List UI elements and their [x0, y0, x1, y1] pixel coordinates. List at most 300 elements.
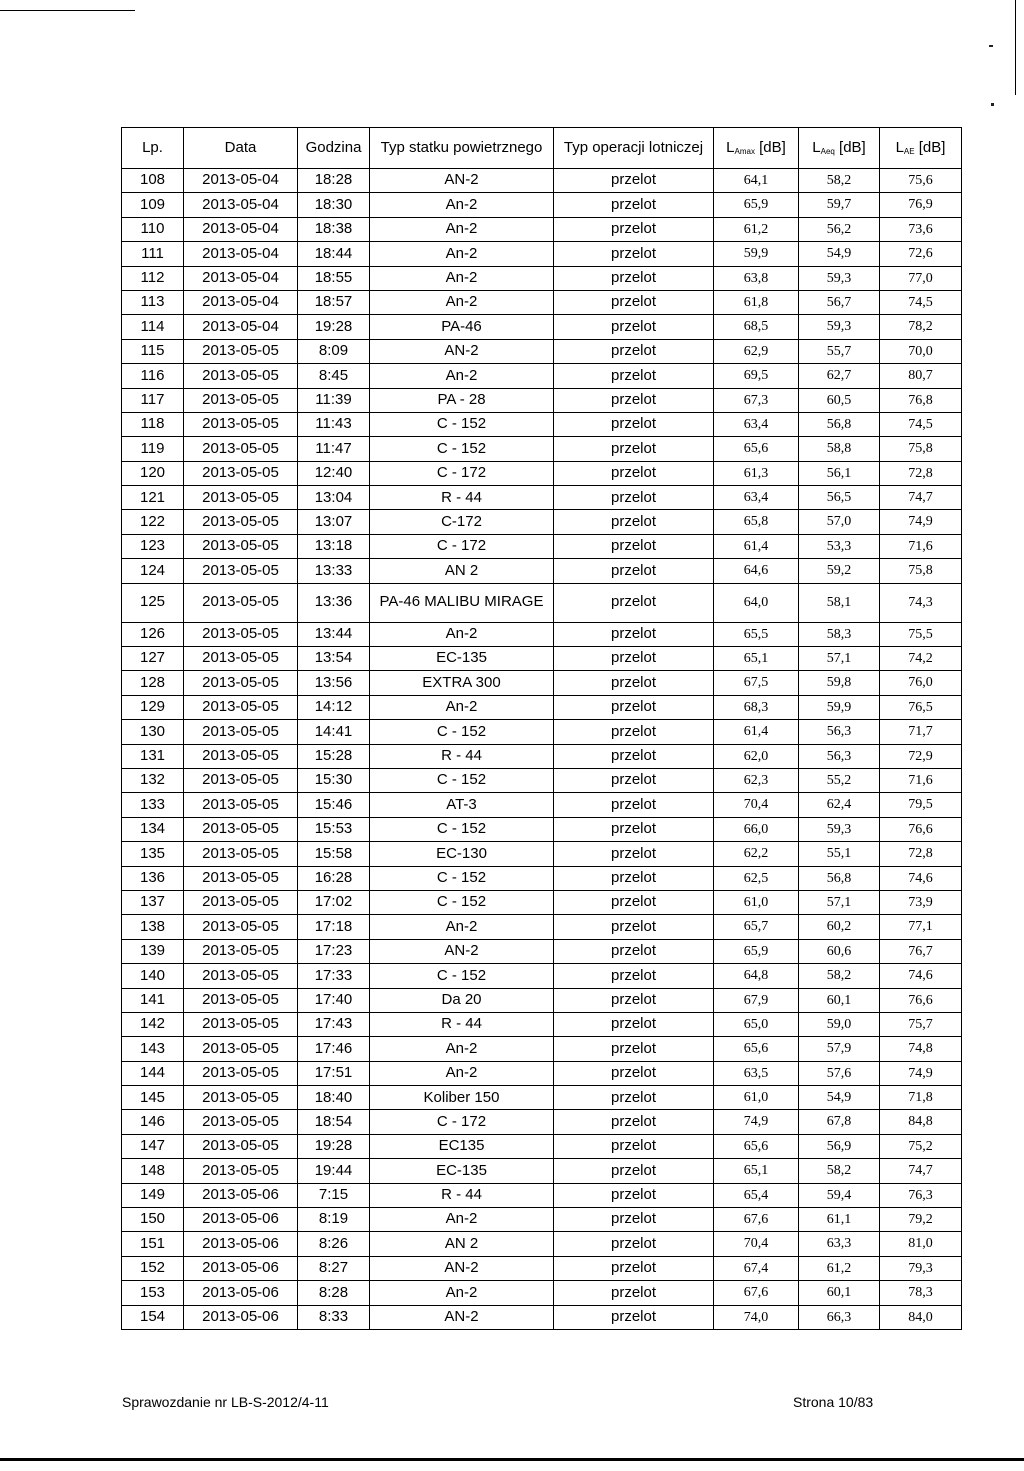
- cell-godzina: 19:28: [298, 1134, 370, 1158]
- cell-data: 2013-05-06: [184, 1281, 298, 1305]
- cell-lae: 76,3: [880, 1183, 962, 1207]
- cell-laeq: 59,0: [799, 1012, 880, 1036]
- cell-lamax: 65,4: [714, 1183, 799, 1207]
- cell-typ-statku: C - 172: [370, 461, 554, 485]
- cell-typ-operacji: przelot: [554, 671, 714, 695]
- cell-laeq: 59,4: [799, 1183, 880, 1207]
- table-row: [122, 1183, 962, 1207]
- cell-lamax: 65,6: [714, 1134, 799, 1158]
- cell-lp: 149: [122, 1183, 184, 1207]
- cell-lp: 108: [122, 169, 184, 193]
- cell-lamax: 62,2: [714, 842, 799, 866]
- cell-laeq: 56,7: [799, 290, 880, 314]
- cell-godzina: 13:56: [298, 671, 370, 695]
- table-row: [122, 866, 962, 890]
- table-row: [122, 1037, 962, 1061]
- cell-typ-operacji: przelot: [554, 1012, 714, 1036]
- cell-laeq: 56,8: [799, 412, 880, 436]
- cell-laeq: 55,2: [799, 768, 880, 792]
- cell-lae: 74,9: [880, 510, 962, 534]
- cell-typ-statku: R - 44: [370, 1183, 554, 1207]
- cell-data: 2013-05-05: [184, 412, 298, 436]
- cell-laeq: 56,1: [799, 461, 880, 485]
- cell-typ-operacji: przelot: [554, 1281, 714, 1305]
- table-row: [122, 364, 962, 388]
- cell-lamax: 67,9: [714, 988, 799, 1012]
- cell-lae: 74,7: [880, 486, 962, 510]
- header-lamax: $L_{Amax}$ [dB]: [714, 128, 799, 169]
- cell-godzina: 13:44: [298, 622, 370, 646]
- cell-lae: 78,3: [880, 1281, 962, 1305]
- cell-laeq: 57,0: [799, 510, 880, 534]
- cell-lae: 73,9: [880, 890, 962, 914]
- cell-typ-statku: C - 152: [370, 412, 554, 436]
- table-row: [122, 412, 962, 436]
- cell-typ-statku: An-2: [370, 266, 554, 290]
- cell-typ-operacji: przelot: [554, 169, 714, 193]
- cell-lamax: 67,3: [714, 388, 799, 412]
- table-row: [122, 169, 962, 193]
- cell-typ-operacji: przelot: [554, 242, 714, 266]
- table-row: [122, 1281, 962, 1305]
- cell-laeq: 57,6: [799, 1061, 880, 1085]
- cell-lae: 71,8: [880, 1086, 962, 1110]
- cell-typ-statku: An-2: [370, 1281, 554, 1305]
- cell-data: 2013-05-05: [184, 768, 298, 792]
- cell-laeq: 54,9: [799, 242, 880, 266]
- cell-lamax: 65,7: [714, 915, 799, 939]
- cell-typ-statku: AN-2: [370, 939, 554, 963]
- cell-laeq: 61,1: [799, 1208, 880, 1232]
- cell-lae: 76,5: [880, 695, 962, 719]
- cell-lae: 76,7: [880, 939, 962, 963]
- cell-godzina: 17:18: [298, 915, 370, 939]
- cell-data: 2013-05-04: [184, 290, 298, 314]
- cell-laeq: 61,2: [799, 1256, 880, 1280]
- cell-godzina: 17:51: [298, 1061, 370, 1085]
- cell-typ-statku: C - 152: [370, 890, 554, 914]
- cell-data: 2013-05-05: [184, 364, 298, 388]
- cell-lp: 136: [122, 866, 184, 890]
- cell-lamax: 65,1: [714, 647, 799, 671]
- cell-data: 2013-05-05: [184, 890, 298, 914]
- cell-godzina: 8:45: [298, 364, 370, 388]
- right-edge-rule: [1015, 0, 1016, 95]
- cell-typ-statku: An-2: [370, 622, 554, 646]
- cell-lae: 78,2: [880, 315, 962, 339]
- cell-lamax: 68,5: [714, 315, 799, 339]
- table-row: [122, 622, 962, 646]
- cell-data: 2013-05-05: [184, 793, 298, 817]
- cell-lp: 124: [122, 559, 184, 583]
- cell-laeq: 57,1: [799, 890, 880, 914]
- cell-lp: 121: [122, 486, 184, 510]
- cell-data: 2013-05-05: [184, 1159, 298, 1183]
- cell-godzina: 16:28: [298, 866, 370, 890]
- cell-lp: 138: [122, 915, 184, 939]
- table-row: [122, 1208, 962, 1232]
- table-row: [122, 266, 962, 290]
- cell-data: 2013-05-06: [184, 1305, 298, 1329]
- table-row: [122, 388, 962, 412]
- cell-laeq: 56,2: [799, 217, 880, 241]
- cell-data: 2013-05-04: [184, 242, 298, 266]
- cell-typ-operacji: przelot: [554, 486, 714, 510]
- cell-lp: 133: [122, 793, 184, 817]
- cell-typ-operacji: przelot: [554, 842, 714, 866]
- cell-lamax: 63,4: [714, 486, 799, 510]
- cell-lamax: 65,9: [714, 193, 799, 217]
- cell-data: 2013-05-04: [184, 193, 298, 217]
- cell-lp: 119: [122, 437, 184, 461]
- header-data: Data: [184, 128, 298, 169]
- cell-godzina: 17:23: [298, 939, 370, 963]
- cell-lp: 146: [122, 1110, 184, 1134]
- cell-godzina: 18:28: [298, 169, 370, 193]
- cell-laeq: 58,2: [799, 169, 880, 193]
- cell-laeq: 62,7: [799, 364, 880, 388]
- cell-lae: 80,7: [880, 364, 962, 388]
- cell-data: 2013-05-05: [184, 647, 298, 671]
- cell-lae: 81,0: [880, 1232, 962, 1256]
- cell-laeq: 60,2: [799, 915, 880, 939]
- cell-lamax: 61,3: [714, 461, 799, 485]
- cell-godzina: 13:54: [298, 647, 370, 671]
- cell-typ-statku: AN-2: [370, 339, 554, 363]
- cell-data: 2013-05-05: [184, 720, 298, 744]
- cell-typ-statku: C - 152: [370, 720, 554, 744]
- cell-typ-operacji: przelot: [554, 793, 714, 817]
- cell-typ-operacji: przelot: [554, 290, 714, 314]
- cell-lp: 132: [122, 768, 184, 792]
- scan-speck: [989, 45, 993, 47]
- cell-godzina: 18:54: [298, 1110, 370, 1134]
- cell-godzina: 11:39: [298, 388, 370, 412]
- cell-lae: 75,6: [880, 169, 962, 193]
- cell-lamax: 64,6: [714, 559, 799, 583]
- table-row: [122, 1159, 962, 1183]
- cell-typ-operacji: przelot: [554, 817, 714, 841]
- cell-typ-operacji: przelot: [554, 915, 714, 939]
- cell-godzina: 17:43: [298, 1012, 370, 1036]
- cell-laeq: 55,7: [799, 339, 880, 363]
- cell-lae: 79,5: [880, 793, 962, 817]
- cell-godzina: 8:26: [298, 1232, 370, 1256]
- cell-typ-operacji: przelot: [554, 1159, 714, 1183]
- cell-lamax: 61,4: [714, 534, 799, 558]
- table-row: [122, 486, 962, 510]
- cell-godzina: 12:40: [298, 461, 370, 485]
- cell-lamax: 62,5: [714, 866, 799, 890]
- cell-lae: 84,8: [880, 1110, 962, 1134]
- cell-lamax: 64,0: [714, 583, 799, 622]
- cell-lp: 148: [122, 1159, 184, 1183]
- cell-lp: 112: [122, 266, 184, 290]
- cell-lp: 114: [122, 315, 184, 339]
- cell-laeq: 66,3: [799, 1305, 880, 1329]
- cell-typ-statku: AN-2: [370, 1305, 554, 1329]
- cell-lamax: 70,4: [714, 793, 799, 817]
- cell-lp: 147: [122, 1134, 184, 1158]
- table-row: [122, 695, 962, 719]
- cell-data: 2013-05-06: [184, 1256, 298, 1280]
- table-header-row: [122, 128, 962, 169]
- cell-laeq: 54,9: [799, 1086, 880, 1110]
- cell-lp: 116: [122, 364, 184, 388]
- scan-speck: [991, 103, 994, 106]
- cell-lae: 72,8: [880, 461, 962, 485]
- cell-typ-statku: PA-46: [370, 315, 554, 339]
- cell-data: 2013-05-05: [184, 1110, 298, 1134]
- cell-lamax: 61,0: [714, 890, 799, 914]
- cell-lamax: 64,8: [714, 964, 799, 988]
- header-laeq: $L_{Aeq}$ [dB]: [799, 128, 880, 169]
- table-row: [122, 437, 962, 461]
- cell-lamax: 67,5: [714, 671, 799, 695]
- cell-lae: 74,2: [880, 647, 962, 671]
- table-row: [122, 559, 962, 583]
- bottom-rule: [0, 1458, 1024, 1461]
- cell-typ-operacji: przelot: [554, 193, 714, 217]
- cell-godzina: 14:41: [298, 720, 370, 744]
- cell-lp: 127: [122, 647, 184, 671]
- cell-typ-operacji: przelot: [554, 266, 714, 290]
- cell-typ-operacji: przelot: [554, 315, 714, 339]
- cell-godzina: 18:55: [298, 266, 370, 290]
- cell-laeq: 67,8: [799, 1110, 880, 1134]
- cell-godzina: 17:02: [298, 890, 370, 914]
- cell-typ-statku: AN-2: [370, 1256, 554, 1280]
- table-row: [122, 744, 962, 768]
- cell-lae: 73,6: [880, 217, 962, 241]
- cell-lae: 76,6: [880, 817, 962, 841]
- cell-typ-operacji: przelot: [554, 1061, 714, 1085]
- cell-lamax: 74,0: [714, 1305, 799, 1329]
- cell-lp: 129: [122, 695, 184, 719]
- cell-laeq: 59,2: [799, 559, 880, 583]
- cell-godzina: 8:27: [298, 1256, 370, 1280]
- cell-lp: 111: [122, 242, 184, 266]
- report-number: Sprawozdanie nr LB-S-2012/4-11: [122, 1394, 329, 1410]
- table-row: [122, 193, 962, 217]
- cell-typ-statku: An-2: [370, 193, 554, 217]
- cell-lae: 72,8: [880, 842, 962, 866]
- cell-godzina: 11:47: [298, 437, 370, 461]
- cell-data: 2013-05-05: [184, 671, 298, 695]
- cell-godzina: 18:30: [298, 193, 370, 217]
- cell-laeq: 56,3: [799, 744, 880, 768]
- cell-lamax: 65,0: [714, 1012, 799, 1036]
- cell-laeq: 58,8: [799, 437, 880, 461]
- cell-typ-operacji: przelot: [554, 1232, 714, 1256]
- table-row: [122, 915, 962, 939]
- cell-lae: 71,6: [880, 534, 962, 558]
- cell-data: 2013-05-05: [184, 744, 298, 768]
- measurement-table: [121, 127, 962, 1330]
- cell-data: 2013-05-05: [184, 437, 298, 461]
- cell-laeq: 62,4: [799, 793, 880, 817]
- cell-lamax: 67,6: [714, 1208, 799, 1232]
- cell-typ-operacji: przelot: [554, 364, 714, 388]
- cell-lae: 75,2: [880, 1134, 962, 1158]
- cell-typ-operacji: przelot: [554, 1183, 714, 1207]
- cell-laeq: 58,2: [799, 964, 880, 988]
- cell-data: 2013-05-05: [184, 695, 298, 719]
- cell-lamax: 62,3: [714, 768, 799, 792]
- cell-lamax: 65,8: [714, 510, 799, 534]
- cell-typ-statku: C - 152: [370, 964, 554, 988]
- cell-lamax: 74,9: [714, 1110, 799, 1134]
- cell-lae: 72,6: [880, 242, 962, 266]
- cell-data: 2013-05-05: [184, 1134, 298, 1158]
- cell-lp: 139: [122, 939, 184, 963]
- cell-typ-operacji: przelot: [554, 890, 714, 914]
- cell-typ-statku: Da 20: [370, 988, 554, 1012]
- cell-lae: 71,7: [880, 720, 962, 744]
- cell-typ-statku: C - 152: [370, 768, 554, 792]
- cell-lp: 137: [122, 890, 184, 914]
- cell-typ-statku: An-2: [370, 1208, 554, 1232]
- header-typ-operacji: Typ operacji lotniczej: [554, 128, 714, 169]
- cell-lp: 131: [122, 744, 184, 768]
- cell-godzina: 15:46: [298, 793, 370, 817]
- cell-godzina: 18:40: [298, 1086, 370, 1110]
- cell-typ-operacji: przelot: [554, 964, 714, 988]
- cell-lae: 76,9: [880, 193, 962, 217]
- cell-typ-statku: C - 152: [370, 437, 554, 461]
- cell-lp: 135: [122, 842, 184, 866]
- cell-typ-operacji: przelot: [554, 1110, 714, 1134]
- cell-godzina: 19:28: [298, 315, 370, 339]
- cell-laeq: 59,3: [799, 817, 880, 841]
- table-row: [122, 1086, 962, 1110]
- cell-godzina: 8:28: [298, 1281, 370, 1305]
- table-row: [122, 1110, 962, 1134]
- cell-data: 2013-05-05: [184, 817, 298, 841]
- table-row: [122, 242, 962, 266]
- cell-lamax: 61,0: [714, 1086, 799, 1110]
- cell-lamax: 65,6: [714, 437, 799, 461]
- cell-data: 2013-05-05: [184, 866, 298, 890]
- cell-godzina: 15:53: [298, 817, 370, 841]
- cell-typ-statku: AT-3: [370, 793, 554, 817]
- cell-data: 2013-05-05: [184, 339, 298, 363]
- cell-typ-operacji: przelot: [554, 768, 714, 792]
- cell-laeq: 59,7: [799, 193, 880, 217]
- cell-godzina: 14:12: [298, 695, 370, 719]
- page-number: Strona 10/83: [793, 1394, 874, 1410]
- cell-godzina: 19:44: [298, 1159, 370, 1183]
- cell-typ-operacji: przelot: [554, 534, 714, 558]
- cell-laeq: 56,5: [799, 486, 880, 510]
- table-row: [122, 939, 962, 963]
- cell-typ-operacji: przelot: [554, 744, 714, 768]
- cell-typ-operacji: przelot: [554, 339, 714, 363]
- cell-typ-statku: PA - 28: [370, 388, 554, 412]
- cell-godzina: 15:58: [298, 842, 370, 866]
- cell-lp: 110: [122, 217, 184, 241]
- cell-lae: 74,3: [880, 583, 962, 622]
- cell-lp: 123: [122, 534, 184, 558]
- table-row: [122, 1061, 962, 1085]
- cell-lamax: 64,1: [714, 169, 799, 193]
- cell-lamax: 69,5: [714, 364, 799, 388]
- table-row: [122, 720, 962, 744]
- cell-lp: 109: [122, 193, 184, 217]
- cell-godzina: 17:46: [298, 1037, 370, 1061]
- cell-godzina: 15:30: [298, 768, 370, 792]
- cell-lamax: 70,4: [714, 1232, 799, 1256]
- header-typ-statku: Typ statku powietrznego: [370, 128, 554, 169]
- table-row: [122, 964, 962, 988]
- table-body: [122, 169, 962, 1330]
- cell-data: 2013-05-05: [184, 486, 298, 510]
- cell-data: 2013-05-05: [184, 388, 298, 412]
- cell-lp: 142: [122, 1012, 184, 1036]
- cell-typ-operacji: przelot: [554, 988, 714, 1012]
- cell-lp: 153: [122, 1281, 184, 1305]
- cell-laeq: 60,1: [799, 1281, 880, 1305]
- cell-typ-statku: An-2: [370, 695, 554, 719]
- cell-typ-statku: An-2: [370, 1037, 554, 1061]
- cell-typ-operacji: przelot: [554, 1037, 714, 1061]
- cell-lp: 120: [122, 461, 184, 485]
- cell-lp: 152: [122, 1256, 184, 1280]
- cell-laeq: 56,8: [799, 866, 880, 890]
- cell-lamax: 59,9: [714, 242, 799, 266]
- cell-lae: 74,5: [880, 290, 962, 314]
- cell-lamax: 61,8: [714, 290, 799, 314]
- cell-lae: 75,7: [880, 1012, 962, 1036]
- cell-typ-operacji: przelot: [554, 388, 714, 412]
- cell-lamax: 66,0: [714, 817, 799, 841]
- cell-data: 2013-05-05: [184, 1086, 298, 1110]
- cell-lae: 75,5: [880, 622, 962, 646]
- cell-lamax: 61,2: [714, 217, 799, 241]
- cell-lae: 74,6: [880, 964, 962, 988]
- cell-lp: 126: [122, 622, 184, 646]
- cell-laeq: 60,6: [799, 939, 880, 963]
- cell-godzina: 18:38: [298, 217, 370, 241]
- cell-data: 2013-05-04: [184, 217, 298, 241]
- table-row: [122, 793, 962, 817]
- table-row: [122, 890, 962, 914]
- cell-typ-statku: C - 152: [370, 866, 554, 890]
- cell-typ-operacji: przelot: [554, 866, 714, 890]
- cell-lamax: 62,9: [714, 339, 799, 363]
- cell-typ-statku: An-2: [370, 290, 554, 314]
- table-row: [122, 339, 962, 363]
- table-row: [122, 1256, 962, 1280]
- cell-typ-operacji: przelot: [554, 412, 714, 436]
- cell-typ-statku: C-172: [370, 510, 554, 534]
- cell-godzina: 11:43: [298, 412, 370, 436]
- table-row: [122, 583, 962, 622]
- cell-typ-statku: C - 152: [370, 817, 554, 841]
- cell-lamax: 63,8: [714, 266, 799, 290]
- cell-lamax: 67,6: [714, 1281, 799, 1305]
- cell-typ-operacji: przelot: [554, 622, 714, 646]
- cell-lae: 76,6: [880, 988, 962, 1012]
- cell-data: 2013-05-05: [184, 964, 298, 988]
- cell-lae: 76,8: [880, 388, 962, 412]
- cell-typ-operacji: przelot: [554, 583, 714, 622]
- cell-typ-operacji: przelot: [554, 695, 714, 719]
- cell-lae: 74,5: [880, 412, 962, 436]
- cell-data: 2013-05-06: [184, 1183, 298, 1207]
- cell-typ-statku: PA-46 MALIBU MIRAGE: [370, 583, 554, 622]
- cell-godzina: 18:57: [298, 290, 370, 314]
